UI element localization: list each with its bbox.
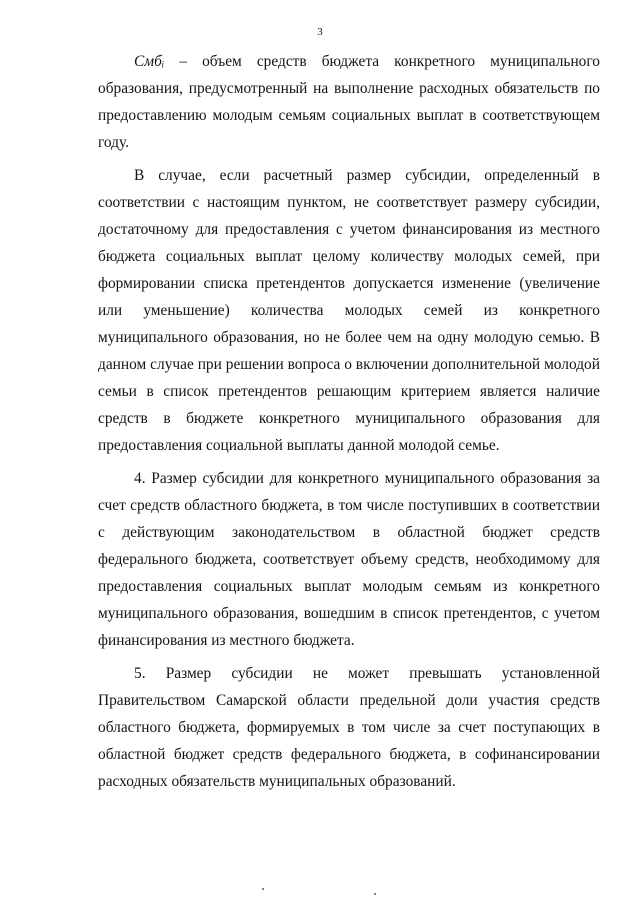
- paragraph-item-5: 5. Размер субсидии не может превышать установленной Правительством Самарской области предельной доли участия средств областного бюджета, формируемых в том числе за счет поступающих в областной бюджет средств федерального бюджета, в софинансировании расходных обязательств муниципальных образований.: [98, 665, 600, 790]
- paragraph-subsidy-adjustment: В случае, если расчетный размер субсидии, определенный в соответствии с настоящим пунктом, не соответствует размеру субсидии, достаточному для предоставления с учетом финансирования из местного бюджета социальных выплат целому количеству молодых семей, при формировании списка претендентов допускается изменение (увеличение или уменьшение) количества молодых семей из конкретного муниципального образования, но не более чем на одну молодую семью. В данном случае при решении вопроса о включении дополнительной молодой семьи в список претендентов решающим критерием является наличие средств в бюджете конкретного муниципального образования для предоставления социальной выплаты данной молодой семье.: [98, 167, 600, 454]
- document-body: [98, 48, 600, 795]
- definition-term: Смбᵢ: [134, 53, 165, 70]
- definition-paragraph: [98, 48, 600, 156]
- paragraph-item-4: 4. Размер субсидии для конкретного муниципального образования за счет средств областного бюджета, в том числе поступивших в соответствии с действующим законодательством в областной бюджет средств федерального бюджета, соответствует объему средств, необходимому для предоставления социальных выплат молодым семьям из конкретного муниципального образования, вошедшим в список претендентов, с учетом финансирования из местного бюджета.: [98, 470, 600, 649]
- definition-dash: –: [164, 53, 203, 70]
- definition-text: объем средств бюджета конкретного муниципального образования, предусмотренный на выполнение расходных обязательств по предоставлению молодым семьям социальных выплат в соответствующем году.: [98, 53, 601, 151]
- page-number: 3: [317, 26, 323, 38]
- scan-speck: [262, 888, 264, 890]
- scan-speck: [374, 893, 376, 895]
